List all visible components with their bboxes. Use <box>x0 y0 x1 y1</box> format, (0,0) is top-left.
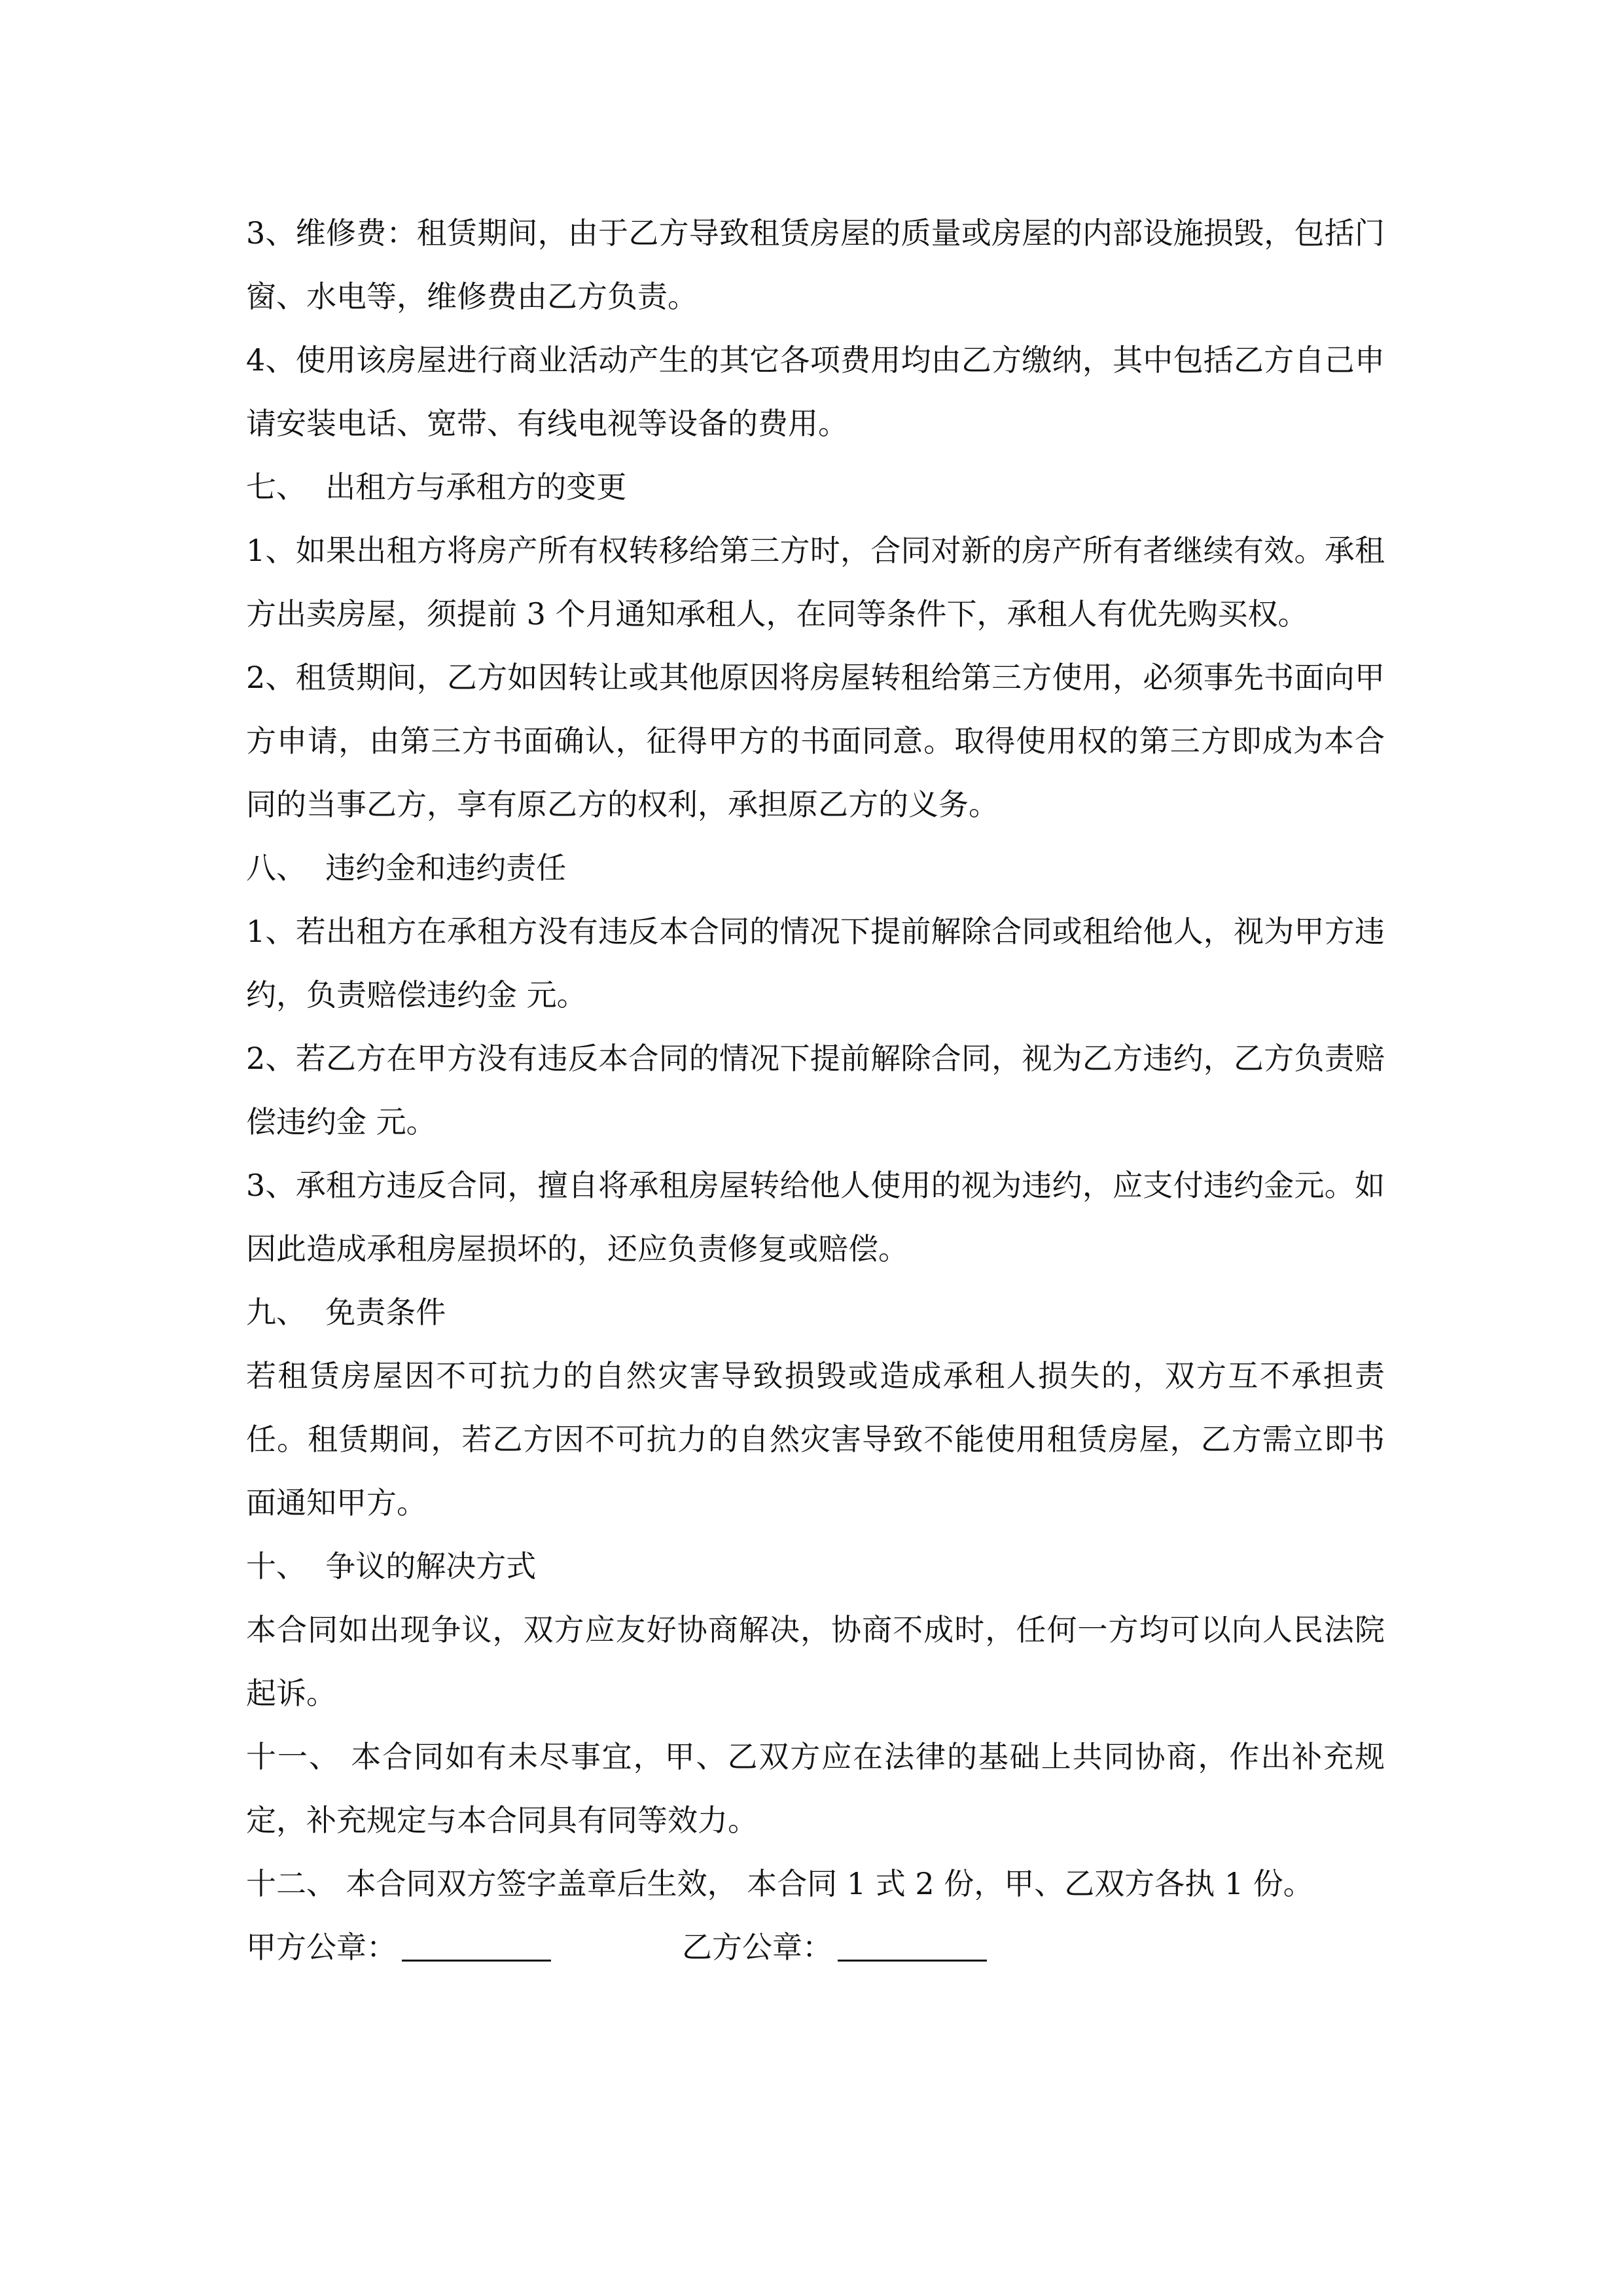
clause-repair-fee: 3、维修费：租赁期间，由于乙方导致租赁房屋的质量或房屋的内部设施损毁，包括门窗、水电等，维修费由乙方负责。 <box>246 215 1385 314</box>
clause-unauthorized-transfer: 3、承租方违反合同，擅自将承租房屋转给他人使用的视为违约，应支付违约金元。如因此造成承租房屋损坏的，还应负责修复或赔偿。 <box>246 1168 1385 1266</box>
section-heading-9: 九、 免责条件 <box>246 1295 446 1330</box>
clause-other-fees: 4、使用该房屋进行商业活动产生的其它各项费用均由乙方缴纳，其中包括乙方自己申请安装电话、宽带、有线电视等设备的费用。 <box>246 342 1385 441</box>
clause-sublease: 2、租赁期间，乙方如因转让或其他原因将房屋转租给第三方使用，必须事先书面向甲方申请，由第三方书面确认，征得甲方的书面同意。取得使用权的第三方即成为本合同的当事乙方，享有原乙方的权利，承担原乙方的义务。 <box>246 660 1385 822</box>
clause-lessor-breach: 1、若出租方在承租方没有违反本合同的情况下提前解除合同或租给他人，视为甲方违约，负责赔偿违约金 元。 <box>246 914 1385 1013</box>
clause-ownership-transfer: 1、如果出租方将房产所有权转移给第三方时，合同对新的房产所有者继续有效。承租方出卖房屋，须提前 3 个月通知承租人，在同等条件下，承租人有优先购买权。 <box>246 533 1385 632</box>
section-11-supplement: 十一、 本合同如有未尽事宜，甲、乙双方应在法律的基础上共同协商，作出补充规定，补充规定与本合同具有同等效力。 <box>246 1739 1385 1838</box>
signature-row <box>246 1916 1385 1979</box>
party-a-seal-line <box>402 1960 551 1962</box>
party-a-seal-label: 甲方公章： <box>246 1929 397 1965</box>
clause-lessee-breach: 2、若乙方在甲方没有违反本合同的情况下提前解除合同，视为乙方违约，乙方负责赔偿违约金 元。 <box>246 1041 1385 1139</box>
section-heading-10: 十、 争议的解决方式 <box>246 1549 537 1584</box>
party-b-seal-label: 乙方公章： <box>682 1929 832 1965</box>
contract-body <box>246 202 1385 1979</box>
section-heading-8: 八、 违约金和违约责任 <box>246 850 567 886</box>
party-b-seal <box>682 1916 987 1979</box>
clause-dispute-resolution: 本合同如出现争议，双方应友好协商解决，协商不成时，任何一方均可以向人民法院起诉。 <box>246 1612 1385 1711</box>
section-heading-7: 七、 出租方与承租方的变更 <box>246 469 627 505</box>
party-a-seal <box>246 1916 551 1979</box>
clause-force-majeure: 若租赁房屋因不可抗力的自然灾害导致损毁或造成承租人损失的，双方互不承担责任。租赁期间，若乙方因不可抗力的自然灾害导致不能使用租赁房屋，乙方需立即书面通知甲方。 <box>246 1358 1385 1520</box>
party-b-seal-line <box>838 1960 987 1962</box>
section-12-effectiveness: 十二、 本合同双方签字盖章后生效， 本合同 1 式 2 份，甲、乙双方各执 1 份。 <box>246 1866 1313 1901</box>
